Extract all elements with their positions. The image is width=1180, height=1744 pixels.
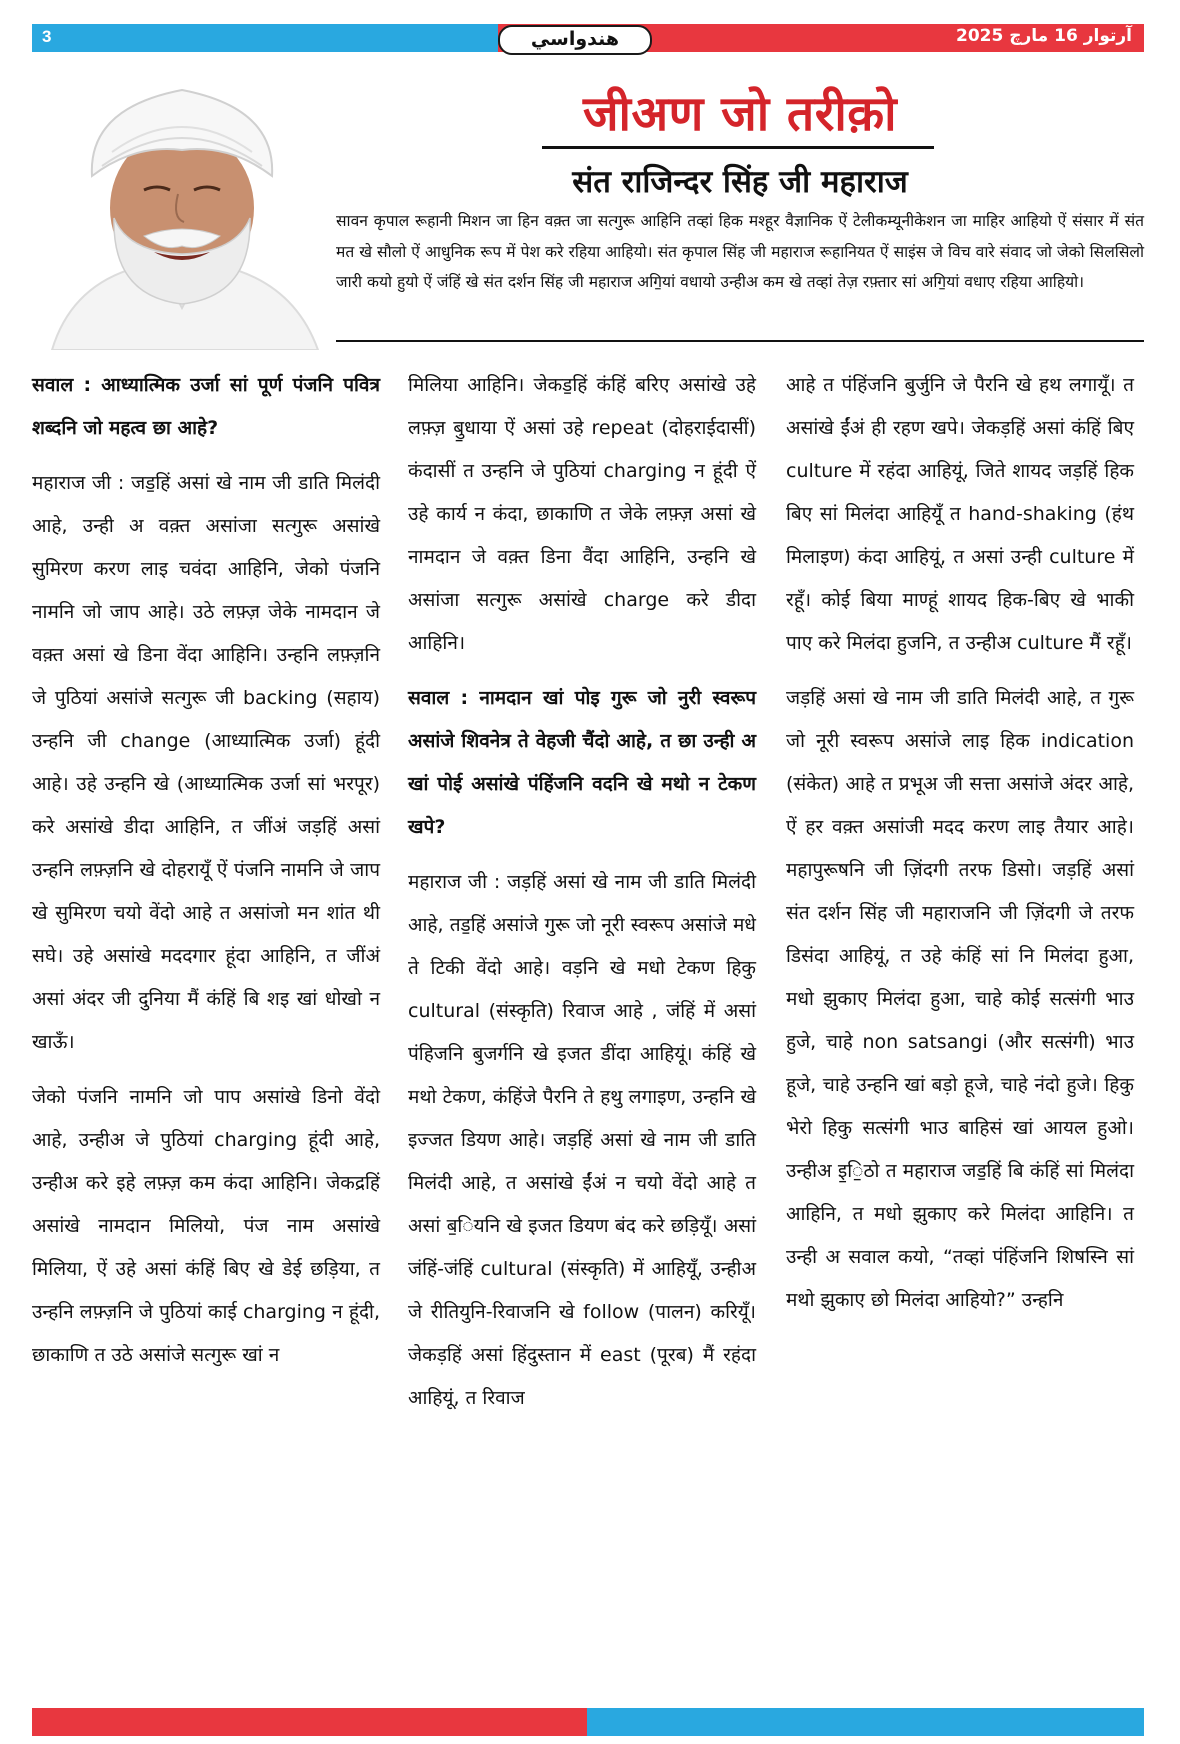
answer-1: महाराज जी : जड॒हिं असां खे नाम जी डाति मिलंदी आहे, उन्ही अ वक़्त असांजा सत्गुरू असांखे सुमिरण करण लाइ चवंदा आहिनि, जेको पंजनि नामनि जो जाप आहे। उठे लफ़्ज़ जेके नामदान जे वक़्त असां खे डिना वेंदा आहिनि। उन्हनि लफ़्ज़नि जे पुठियां असांजे सत्गुरू जी backing (सहाय) उन्हनि जी change (आध्यात्मिक उर्जा) हूंदी आहे। उहे उन्हनि खे (आध्यात्मिक उर्जा सां भरपूर) करे असांखे डीदा आहिनि, त जींअं जड़हिं असां उन्हनि लफ़्ज़नि खे दोहरायूँ ऐं पंजनि नामनि जे जाप खे सुमिरण चयो वेंदो आहे त असांजो मन शांत थी सघे। उहे असांखे मददगार हूंदा आहिनि, त जींअं असां अंदर जी दुनिया मैं कंहिं बि शइ खां धोखो न खाऊँ। [32, 472, 380, 1053]
answer-2: महाराज जी : जड़हिं असां खे नाम जी डाति मिलंदी आहे, तड॒हिं असांजे गुरू जो नूरी स्वरूप असांजे मधे ते टिकी वेंदो आहे। वड़नि खे मधो टेकण हिकु cultural (संस्कृति) रिवाज आहे , जंहिं में असां पंहिजनि बुजर्गनि खे इजत डींदा आहियूं। कंहिं खे मथो टेकण, कंहिंजे पैरनि ते हथु लगाइण, उन्हनि खे इज्जत डियण आहे। जड़हिं असां खे नाम जी डाति मिलंदी आहे, त असांखे ईंअं न चयो वेंदो आहे त असां ब॒ियनि खे इजत डियण बंद करे छड़ियूँ। असां जंहिं-जंहिं cultural (संस्कृति) में आहियूँ, उन्हीअ जे रीतियुनि-रिवाजनि खे follow (पालन) करियूँ। जेकड़हिं असां हिंदुस्तान में east (पूरब) मैं रहंदा आहियूं, त रिवाज [408, 871, 756, 1409]
header-bar-blue [32, 24, 498, 52]
article-title: जीअण जो तरीक़ो [582, 86, 898, 142]
question-1: सवाल : आध्यात्मिक उर्जा सां पूर्ण पंजनि पवित्र शब्दनि जो महत्व छा आहे? [32, 374, 380, 439]
issue-date: آرتوار 16 مارچ 2025 [956, 26, 1132, 46]
question-2: सवाल : नामदान खां पोइ गुरू जो नुरी स्वरूप असांजे शिवनेत्र ते वेहजी चैंदो आहे, त छा उन्ही अ खां पोई असांखे पंहिंजनि वदनि खे मथो न टेकण खपे? [408, 687, 756, 838]
article-author: संत राजिन्दर सिंह जी महाराज [572, 164, 908, 200]
paragraph: मिलिया आहिनि। जेकड॒हिं कंहिं बरिए असांखे उहे लफ़्ज़ बु॒धाया ऐं असां उहे repeat (दोहराईदासीं) कंदासीं त उन्हनि जे पुठियां charging न हूंदी ऐं उहे कार्य न कंदा, छाकाणि त जेके लफ़्ज़ असां खे नामदान जे वक़्त डिना वैंदा आहिनि, उन्हनि खे असांजा सत्गुरू असांखे charge करे डीदा आहिनि। [408, 374, 756, 654]
intro-divider [336, 340, 1144, 342]
paragraph: जेको पंजनि नामनि जो पाप असांखे डिनो वेंदो आहे, उन्हीअ जे पुठियां charging हूंदी आहे, उन्हीअ करे इहे लफ़्ज़ कम कंदा आहिनि। जेकद्रहिं असांखे नामदान मिलियो, पंज नाम असांखे मिलिया, ऐं उहे असां कंहिं बिए खे डेई छड़िया, त उन्हनि लफ़्ज़नि जे पुठियां काई charging न हूंदी, छाकाणि त उठे असांजे सत्गुरू खां न [32, 1086, 380, 1366]
text-column-1 [32, 364, 380, 1389]
text-column-3 [786, 364, 1134, 1334]
text-column-2 [408, 364, 756, 1432]
footer-bar [32, 1708, 1144, 1736]
title-underline [542, 146, 934, 149]
footer-bar-blue [587, 1708, 1144, 1736]
author-portrait [32, 68, 334, 350]
paragraph: आहे त पंहिंजनि बुर्जुनि जे पैरनि खे हथ लगायूँ। त असांखे ईंअं ही रहण खपे। जेकड़हिं असां कंहिं बिए culture में रहंदा आहियूं, जिते शायद जड़हिं हिक बिए सां मिलंदा आहियूँ त hand-shaking (हंथ मिलाइण) कंदा आहियूं, त असां उन्ही culture में रहूँ। कोई बिया माण्हूं शायद हिक-बिए खे भाकी पाए करे मिलंदा हुजनि, त उन्हीअ culture मैं रहूँ। [786, 374, 1134, 654]
page-number: 3 [42, 27, 52, 46]
footer-bar-red [32, 1708, 587, 1736]
article-intro: सावन कृपाल रूहानी मिशन जा हिन वक़्त जा सत्गुरू आहिनि तव्हां हिक मश्हूर वैज्ञानिक ऐं टेलीकम्यूनीकेशन जा माहिर आहियो ऐं संसार में संत मत खे सौलो ऐं आधुनिक रूप में पेश करे रहिया आहियो। संत कृपाल सिंह जी महाराज रूहानियत ऐं साइंस जे विच वारे संवाद जो जेको सिलसिलो जारी कयो हुयो ऐं जंहिं खे संत दर्शन सिंह जी महाराज अगि॒यां वधायो उन्हीअ कम खे तव्हां तेज़ रफ़्तार सां अगि॒यां वधाए रहिया आहियो। [336, 212, 1144, 291]
newspaper-masthead: هندواسي [498, 25, 652, 55]
paragraph: जड़हिं असां खे नाम जी डाति मिलंदी आहे, त गुरू जो नूरी स्वरूप असांजे लाइ हिक indication (संकेत) आहे त प्रभूअ जी सत्ता असांजे अंदर आहे, ऐं हर वक़्त असांजी मदद करण लाइ तैयार आहे। महापुरूषनि जी ज़िंदगी तरफ डिसो। जड़हिं असां संत दर्शन सिंह जी महाराजनि जी ज़िंदगी जे तरफ डिसंदा आहियूं, त उहे कंहिं सां नि मिलंदा हुआ, मधो झुकाए मिलंदा हुआ, चाहे कोई सत्संगी भाउ हुजे, चाहे non satsangi (और सत्संगी) भाउ हूजे, चाहे उन्हनि खां बड़ो हूजे, चाहे नंदो हुजे। हिकु भेरो हिकु सत्संगी भाउ बाहिसं खां आयल हुओ। उन्हीअ इ॒ि॒ठो त महाराज जड॒हिं बि कंहिं सां मिलंदा आहिनि, त मधो झुकाए करे मिलंदा आहिनि। त उन्ही अ सवाल कयो, “तव्हां पंहिंजनि शिषस्नि सां मथो झुकाए छो मिलंदा आहियो?” उन्हनि [786, 687, 1134, 1311]
